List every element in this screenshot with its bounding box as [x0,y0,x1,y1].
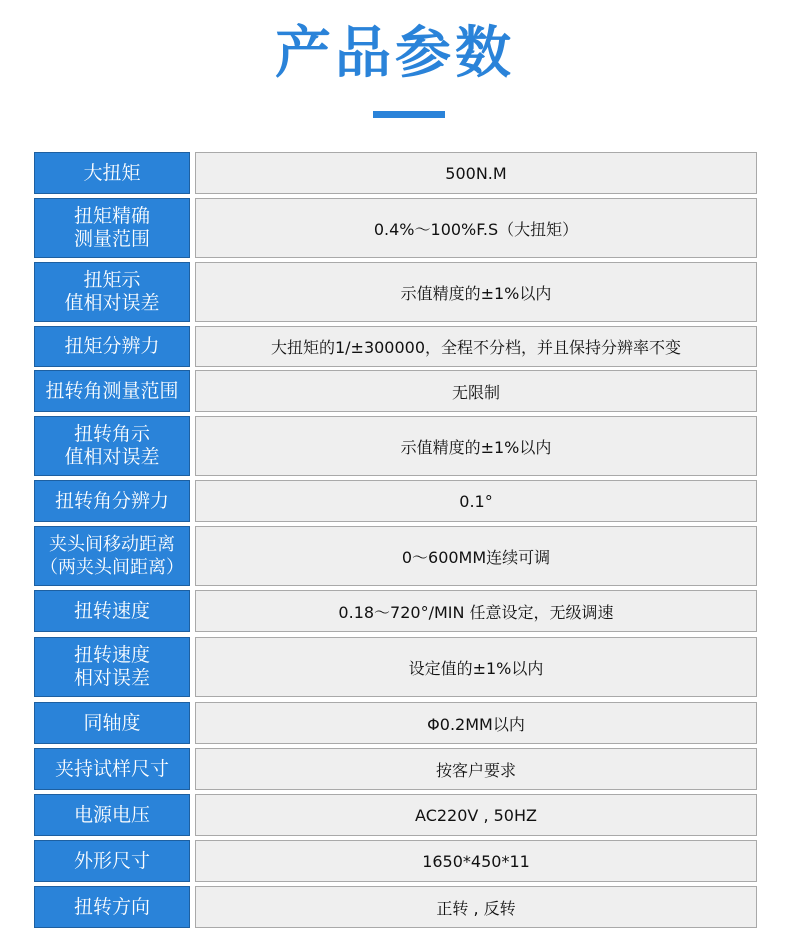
spec-value: 1650*450*11 [195,840,757,882]
spec-label: 大扭矩 [34,152,190,194]
spec-row [0,198,790,258]
spec-value: 大扭矩的1/±300000，全程不分档，并且保持分辨率不变 [195,326,757,367]
spec-row [0,748,790,790]
spec-label: 夹头间移动距离 （两夹头间距离） [34,526,190,586]
spec-row [0,886,790,928]
spec-label: 同轴度 [34,702,190,744]
spec-label: 夹持试样尺寸 [34,748,190,790]
title-underline [373,111,445,118]
spec-value: 0～600MM连续可调 [195,526,757,586]
spec-label: 外形尺寸 [34,840,190,882]
spec-value: 0.1° [195,480,757,522]
spec-row [0,840,790,882]
spec-row [0,702,790,744]
spec-label: 扭转速度 相对误差 [34,637,190,697]
spec-value: 无限制 [195,370,757,412]
spec-row [0,152,790,194]
spec-row [0,370,790,412]
spec-row [0,794,790,836]
spec-value: 正转 , 反转 [195,886,757,928]
spec-value: Φ0.2MM以内 [195,702,757,744]
spec-label: 扭转速度 [34,590,190,632]
spec-value: 设定值的±1%以内 [195,637,757,697]
page-title: 产品参数 [275,21,515,86]
spec-label: 扭转角示 值相对误差 [34,416,190,476]
spec-row [0,326,790,367]
spec-value: 示值精度的±1%以内 [195,262,757,322]
spec-label: 扭转角分辨力 [34,480,190,522]
spec-value: 500N.M [195,152,757,194]
spec-label: 电源电压 [34,794,190,836]
spec-row [0,526,790,586]
spec-row [0,480,790,522]
spec-label: 扭矩精确 测量范围 [34,198,190,258]
spec-value: AC220V , 50HZ [195,794,757,836]
spec-value: 示值精度的±1%以内 [195,416,757,476]
spec-row [0,416,790,476]
spec-row [0,590,790,632]
spec-value: 0.18～720°/MIN 任意设定，无级调速 [195,590,757,632]
spec-label: 扭转方向 [34,886,190,928]
spec-value: 按客户要求 [195,748,757,790]
spec-row [0,262,790,322]
spec-label: 扭矩分辨力 [34,326,190,367]
spec-row [0,637,790,697]
spec-value: 0.4%～100%F.S（大扭矩） [195,198,757,258]
spec-label: 扭转角测量范围 [34,370,190,412]
spec-label: 扭矩示 值相对误差 [34,262,190,322]
